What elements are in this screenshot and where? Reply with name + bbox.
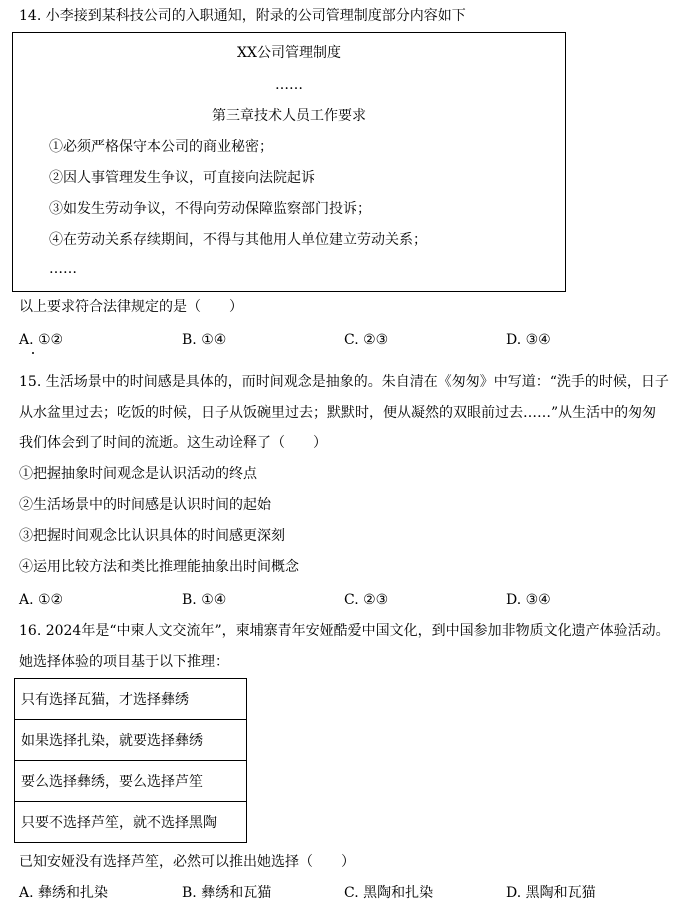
reasoning-table — [14, 678, 247, 843]
q14-options — [19, 330, 659, 350]
box-title: XX公司管理制度 — [237, 45, 341, 61]
stray-dot — [32, 352, 34, 354]
option-c[interactable]: C. 黑陶和扎染 — [344, 885, 434, 901]
table-cell: 只要不选择芦笙，就不选择黑陶 — [15, 802, 247, 843]
q15-statement: ①把握抽象时间观念是认识活动的终点 — [19, 466, 257, 482]
rule-item: ①必须严格保守本公司的商业秘密； — [49, 139, 273, 155]
q14-question: 以上要求符合法律规定的是（ ） — [19, 299, 243, 315]
q15-stem-line: 15. 生活场景中的时间感是具体的，而时间观念是抽象的。朱自清在《匆匆》中写道：“洗手的时候，日子 — [19, 374, 669, 390]
table-cell: 如果选择扎染，就要选择彝绣 — [15, 720, 247, 761]
option-a[interactable]: A. ①② — [19, 332, 64, 348]
rule-item: ③如发生劳动争议，不得向劳动保障监察部门投诉； — [49, 201, 371, 217]
table-cell: 只有选择瓦猫，才选择彝绣 — [15, 679, 247, 720]
option-b[interactable]: B. ①④ — [182, 592, 227, 608]
q14-stem: 14. 小李接到某科技公司的入职通知，附录的公司管理制度部分内容如下 — [19, 8, 466, 24]
table-row — [15, 720, 247, 761]
q16-stem-line: 她选择体验的项目基于以下推理： — [19, 654, 229, 670]
option-c[interactable]: C. ②③ — [344, 592, 389, 608]
q15-statement: ③把握时间观念比认识具体的时间感更深刻 — [19, 528, 285, 544]
option-d[interactable]: D. ③④ — [506, 592, 551, 608]
option-b[interactable]: B. ①④ — [182, 332, 227, 348]
option-d[interactable]: D. ③④ — [506, 332, 551, 348]
q15-statement: ②生活场景中的时间感是认识时间的起始 — [19, 497, 271, 513]
table-row — [15, 761, 247, 802]
table-row — [15, 802, 247, 843]
option-a[interactable]: A. 彝绣和扎染 — [19, 885, 109, 901]
q15-options — [19, 590, 659, 610]
chapter-title: 第三章技术人员工作要求 — [212, 108, 366, 124]
box-ellipsis: …… — [49, 261, 77, 277]
box-ellipsis: …… — [275, 77, 303, 93]
rule-item: ②因人事管理发生争议，可直接向法院起诉 — [49, 170, 315, 186]
rule-item: ④在劳动关系存续期间，不得与其他用人单位建立劳动关系； — [49, 232, 427, 248]
q15-stem-line: 从水盆里过去；吃饭的时候，日子从饭碗里过去；默默时，便从凝然的双眼前过去……”从生活中的匆匆 — [19, 405, 657, 421]
q15-statement: ④运用比较方法和类比推理能抽象出时间概念 — [19, 559, 299, 575]
q16-options — [19, 883, 659, 903]
option-d[interactable]: D. 黑陶和瓦猫 — [506, 885, 596, 901]
q15-stem-line: 我们体会到了时间的流逝。这生动诠释了（ ） — [19, 435, 327, 451]
option-a[interactable]: A. ①② — [19, 592, 64, 608]
option-b[interactable]: B. 彝绣和瓦猫 — [182, 885, 272, 901]
option-c[interactable]: C. ②③ — [344, 332, 389, 348]
table-row — [15, 679, 247, 720]
q14-regulation-box — [12, 32, 566, 292]
q16-question: 已知安娅没有选择芦笙，必然可以推出她选择（ ） — [19, 854, 355, 870]
table-cell: 要么选择彝绣，要么选择芦笙 — [15, 761, 247, 802]
q16-stem-line: 16. 2024年是“中柬人文交流年”，柬埔寨青年安娅酷爱中国文化，到中国参加非物质文化遗产体验活动。 — [19, 623, 670, 639]
